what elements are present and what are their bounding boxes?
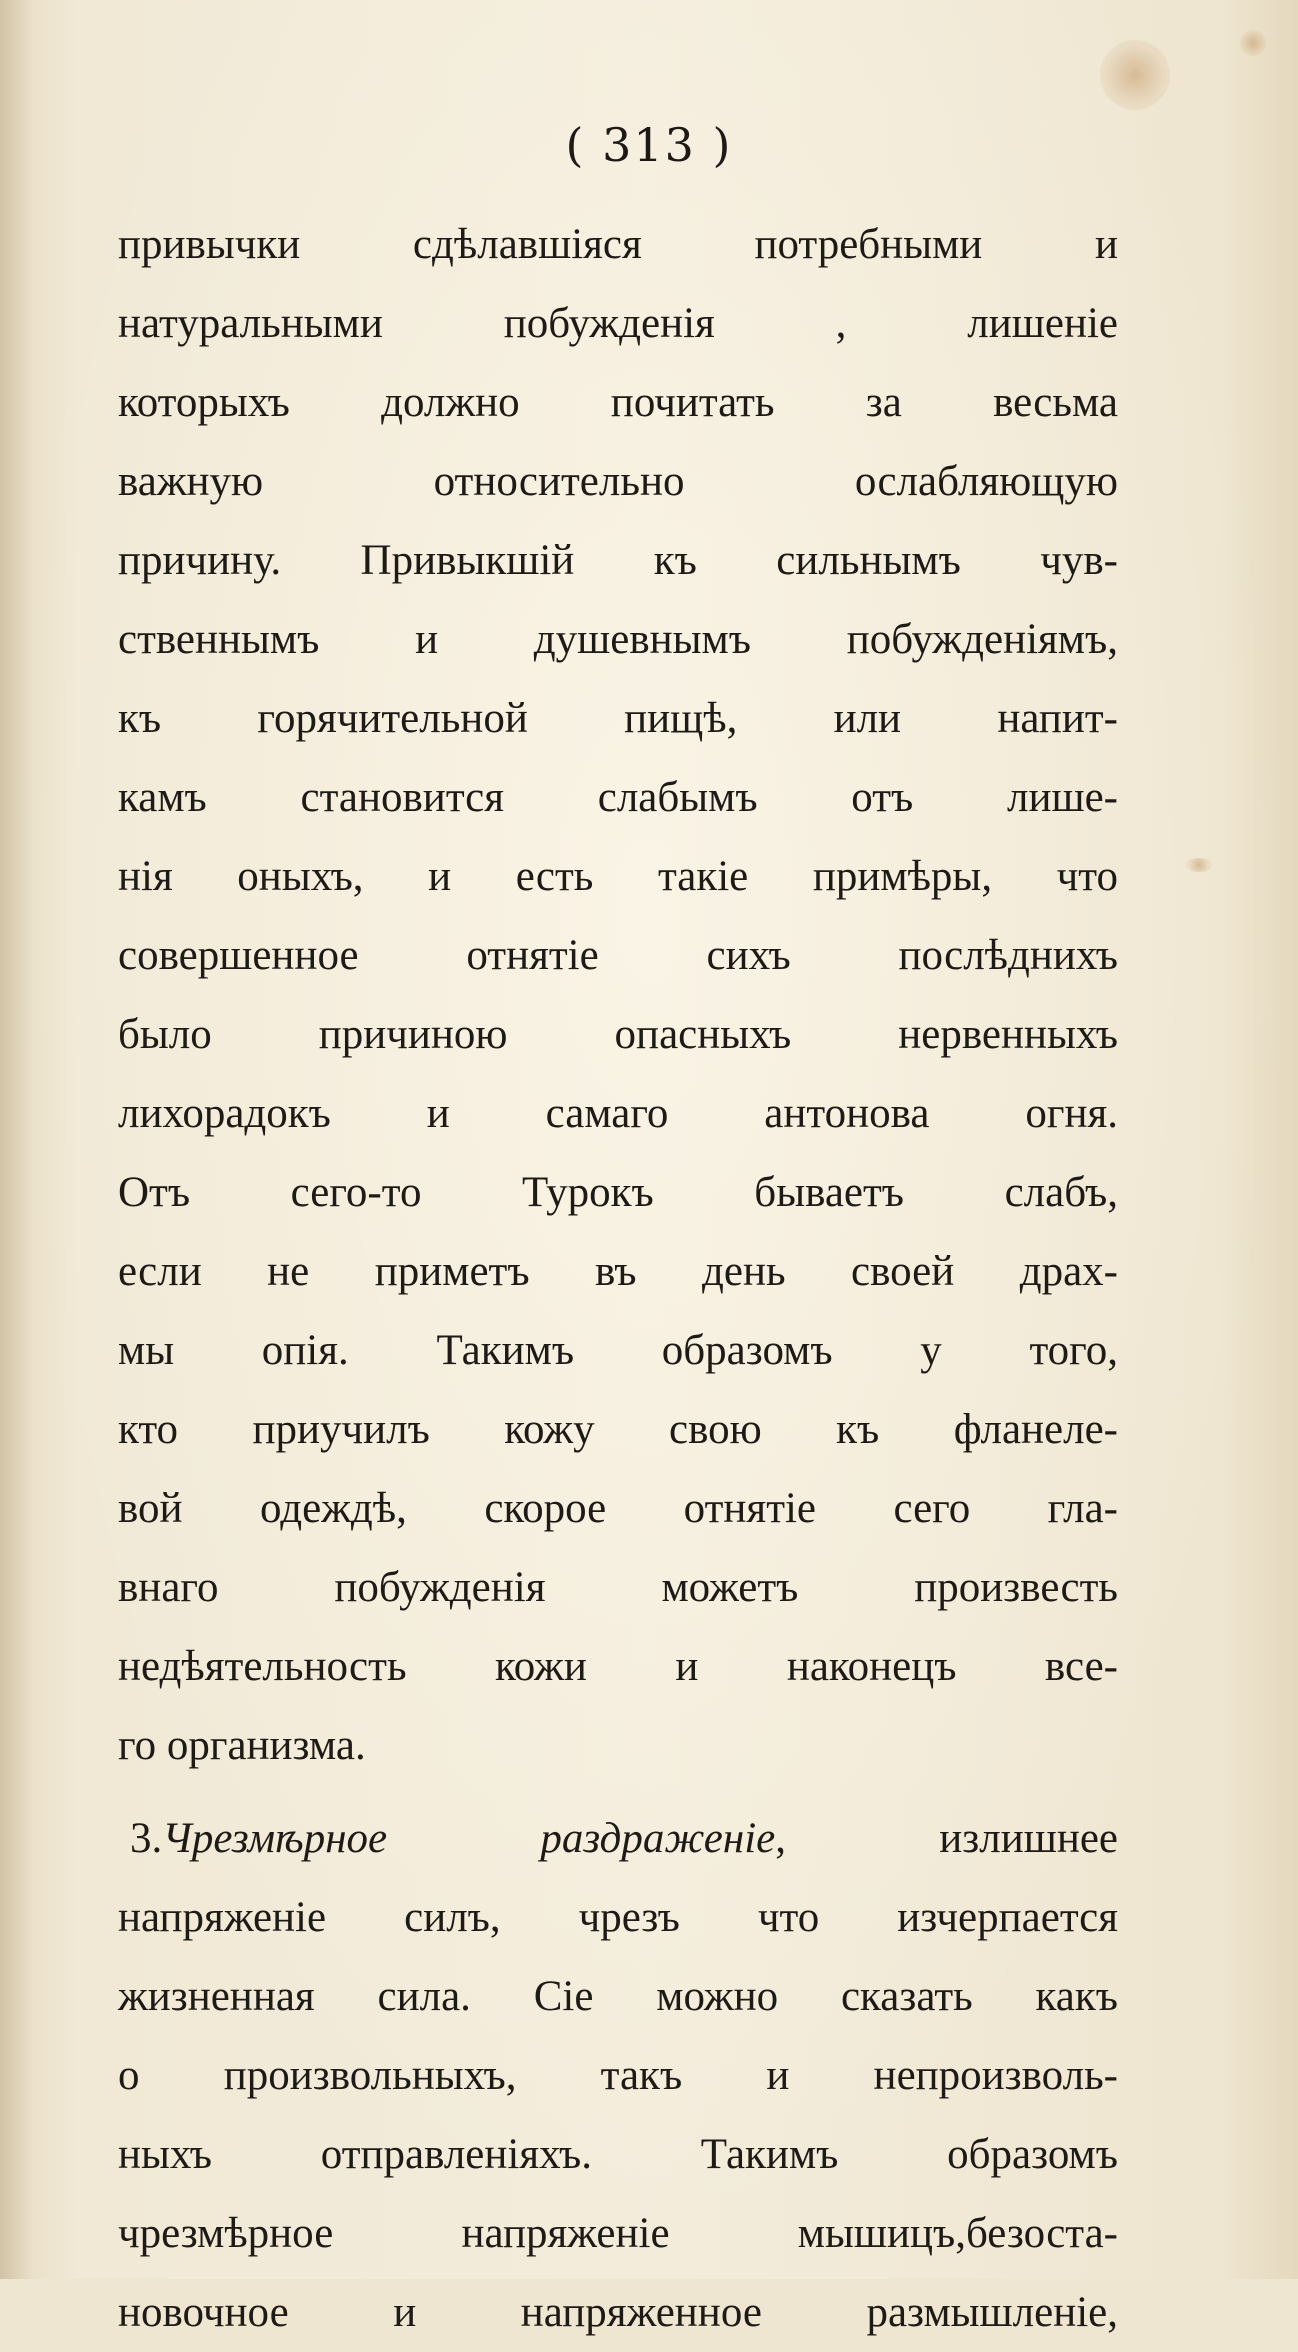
text-line: недѣятельность кожи и наконецъ все- (118, 1643, 1118, 1690)
text-line: лихорадокъ и самаго антонова огня. (118, 1090, 1118, 1137)
text-line: о произвольныхъ, такъ и непроизволь- (118, 2052, 1118, 2099)
text-line: было причиною опасныхъ нервенныхъ (118, 1011, 1118, 1058)
text-fragment: , излишнее (775, 1815, 1118, 1862)
italic-term: Чрезмѣрное раздраженіе (162, 1815, 776, 1862)
page-edge-shadow (0, 0, 34, 2279)
text-line: привычки сдѣлавшіяся потребными и (118, 221, 1118, 268)
text-line: Отъ сего-то Турокъ бываетъ слабъ, (118, 1169, 1118, 1216)
text-line: напряженіе силъ, чрезъ что изчерпается (118, 1894, 1118, 1941)
text-line: новочное и напряженное размышленіе, (118, 2289, 1118, 2336)
paragraph-2 (118, 1799, 1118, 2352)
text-line: внаго побужденія можетъ произвесть (118, 1564, 1118, 1611)
text-line: нія оныхъ, и есть такіе примѣры, что (118, 853, 1118, 900)
text-line: ственнымъ и душевнымъ побужденіямъ, (118, 616, 1118, 663)
text-line: натуральными побужденія , лишеніе (118, 300, 1118, 347)
text-line: го организма. (118, 1722, 366, 1769)
paragraph-gap (118, 1785, 1118, 1799)
paper-stain (1100, 40, 1170, 110)
text-line: если не приметъ въ день своей драх- (118, 1248, 1118, 1295)
paragraph-2-first-line (118, 1799, 1118, 1878)
text-line: важную относительно ослабляющую (118, 458, 1118, 505)
section-number: 3. (130, 1815, 163, 1862)
text-line: причину. Привыкшій къ сильнымъ чув- (118, 537, 1118, 584)
body-text (118, 205, 1118, 2352)
text-line: ныхъ отправленіяхъ. Такимъ образомъ (118, 2131, 1118, 2178)
paper-stain (1185, 858, 1213, 872)
text-line: къ горячительной пищѣ, или напит- (118, 695, 1118, 742)
text-line: совершенное отнятіе сихъ послѣднихъ (118, 932, 1118, 979)
paper-stain (1240, 30, 1266, 56)
text-line: мы опія. Такимъ образомъ у того, (118, 1327, 1118, 1374)
text-line: вой одеждѣ, скорое отнятіе сего гла- (118, 1485, 1118, 1532)
text-line: камъ становится слабымъ отъ лише- (118, 774, 1118, 821)
page-number: ( 313 ) (565, 118, 733, 172)
text-line: жизненная сила. Сіе можно сказать какъ (118, 1973, 1118, 2020)
text-line: чрезмѣрное напряженіе мышицъ,безоста- (118, 2210, 1118, 2257)
text-line: которыхъ должно почитать за весьма (118, 379, 1118, 426)
text-line: кто приучилъ кожу свою къ фланеле- (118, 1406, 1118, 1453)
paragraph-1 (118, 205, 1118, 1785)
